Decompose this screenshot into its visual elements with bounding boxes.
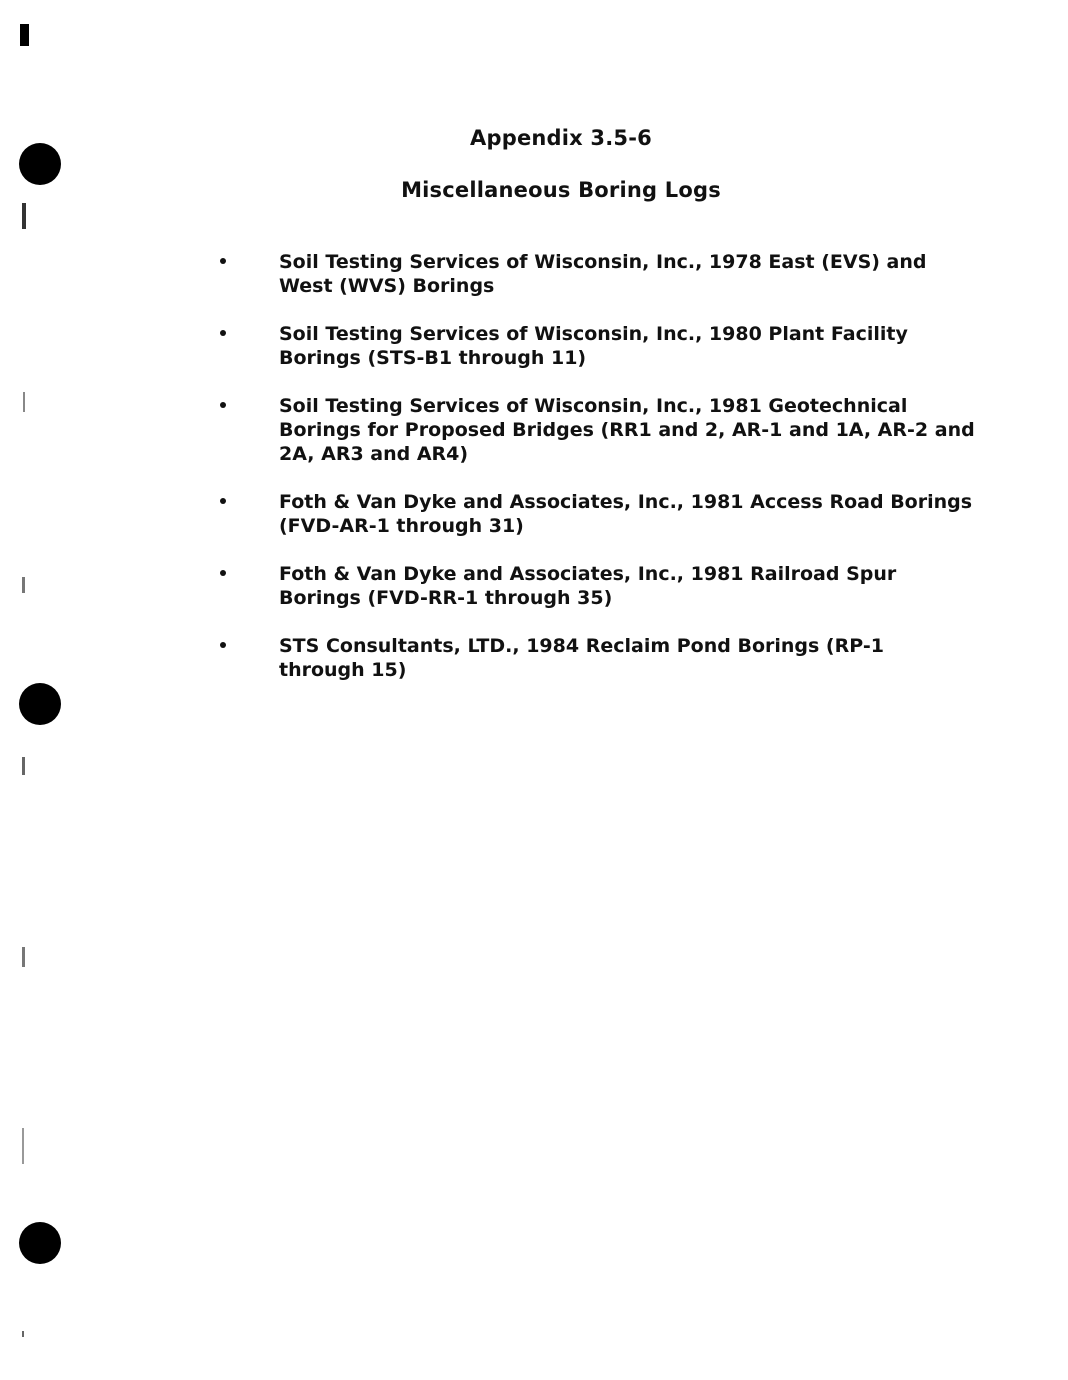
list-item xyxy=(216,322,976,370)
scan-artifact xyxy=(22,203,26,229)
scan-artifact xyxy=(22,757,25,775)
list-item xyxy=(216,394,976,466)
list-item-text: Foth & Van Dyke and Associates, Inc., 1981 Access Road Borings (FVD-AR-1 through 31) xyxy=(279,491,973,537)
boring-logs-list xyxy=(216,250,976,706)
list-item xyxy=(216,490,976,538)
scan-edge-mark xyxy=(20,24,29,46)
list-item-text: Soil Testing Services of Wisconsin, Inc., 1978 East (EVS) and West (WVS) Borings xyxy=(279,251,927,297)
bullet-icon xyxy=(220,402,226,408)
list-item-text: Foth & Van Dyke and Associates, Inc., 1981 Railroad Spur Borings (FVD-RR-1 through 35) xyxy=(279,563,897,609)
punch-hole-middle xyxy=(19,683,61,725)
list-item-text: STS Consultants, LTD., 1984 Reclaim Pond Borings (RP-1 through 15) xyxy=(279,635,884,681)
bullet-icon xyxy=(220,258,226,264)
scan-artifact xyxy=(22,1128,24,1164)
bullet-icon xyxy=(220,498,226,504)
list-item xyxy=(216,562,976,610)
punch-hole-bottom xyxy=(19,1222,61,1264)
list-item-text: Soil Testing Services of Wisconsin, Inc., 1981 Geotechnical Borings for Proposed Bridges (RR1 and 2, AR-1 and 1A, AR-2 and 2A, AR3 and AR4) xyxy=(279,395,975,465)
bullet-icon xyxy=(220,330,226,336)
bullet-icon xyxy=(220,570,226,576)
list-item xyxy=(216,250,976,298)
page-title: Appendix 3.5-6 xyxy=(470,126,652,150)
scan-artifact xyxy=(22,577,25,593)
bullet-icon xyxy=(220,642,226,648)
scan-artifact xyxy=(22,947,25,967)
scan-artifact xyxy=(22,1331,24,1337)
list-item-text: Soil Testing Services of Wisconsin, Inc., 1980 Plant Facility Borings (STS-B1 through 11) xyxy=(279,323,908,369)
list-item xyxy=(216,634,976,682)
scan-artifact xyxy=(23,392,25,412)
page-subtitle: Miscellaneous Boring Logs xyxy=(401,178,721,202)
